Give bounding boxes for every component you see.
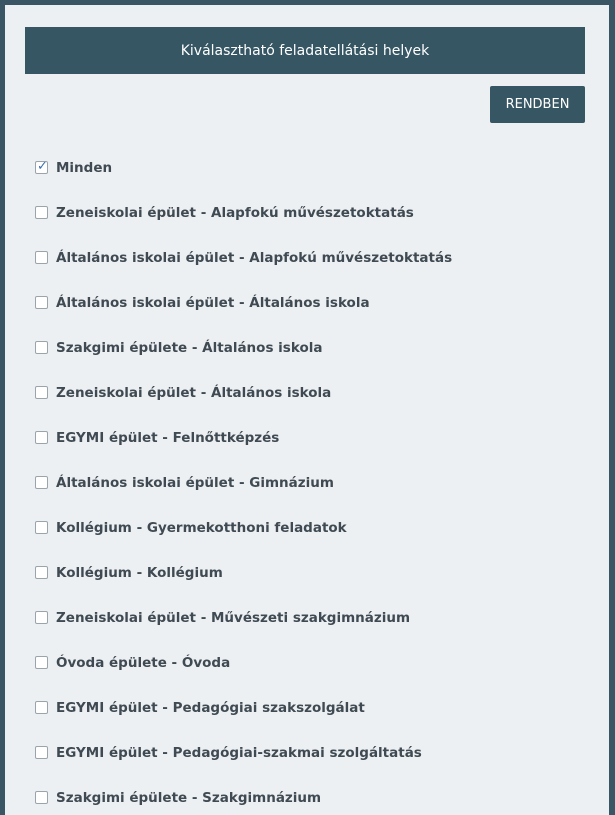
option-item[interactable] xyxy=(35,370,595,415)
option-list xyxy=(35,145,595,815)
option-item-all[interactable] xyxy=(35,145,595,190)
option-item[interactable] xyxy=(35,685,595,730)
option-label: Általános iskolai épület - Gimnázium xyxy=(56,474,334,491)
option-item[interactable] xyxy=(35,235,595,280)
option-item[interactable] xyxy=(35,505,595,550)
ok-button[interactable]: RENDBEN xyxy=(490,86,585,123)
dialog-panel xyxy=(5,5,609,815)
option-checkbox[interactable] xyxy=(35,566,48,579)
option-item[interactable] xyxy=(35,730,595,775)
option-checkbox[interactable] xyxy=(35,431,48,444)
option-label: Kollégium - Kollégium xyxy=(56,564,223,581)
option-checkbox[interactable] xyxy=(35,656,48,669)
option-item[interactable] xyxy=(35,775,595,815)
option-item[interactable] xyxy=(35,415,595,460)
option-label: EGYMI épület - Pedagógiai-szakmai szolgáltatás xyxy=(56,744,422,761)
option-label: Általános iskolai épület - Általános iskola xyxy=(56,294,370,311)
option-item[interactable] xyxy=(35,190,595,235)
option-checkbox[interactable] xyxy=(35,521,48,534)
option-checkbox[interactable] xyxy=(35,386,48,399)
dialog-header xyxy=(25,27,585,74)
option-checkbox[interactable] xyxy=(35,701,48,714)
option-item[interactable] xyxy=(35,595,595,640)
option-label: Óvoda épülete - Óvoda xyxy=(56,654,231,671)
option-checkbox[interactable] xyxy=(35,476,48,489)
option-checkbox[interactable] xyxy=(35,611,48,624)
option-checkbox[interactable] xyxy=(35,161,48,174)
option-item[interactable] xyxy=(35,550,595,595)
option-label: Kollégium - Gyermekotthoni feladatok xyxy=(56,519,347,536)
dialog-title: Kiválasztható feladatellátási helyek xyxy=(180,42,430,59)
option-label: Minden xyxy=(56,159,113,176)
option-checkbox[interactable] xyxy=(35,296,48,309)
option-checkbox[interactable] xyxy=(35,251,48,264)
option-checkbox[interactable] xyxy=(35,746,48,759)
option-checkbox[interactable] xyxy=(35,341,48,354)
option-label: EGYMI épület - Felnőttképzés xyxy=(56,429,280,446)
option-item[interactable] xyxy=(35,460,595,505)
option-item[interactable] xyxy=(35,325,595,370)
option-label: Szakgimi épülete - Szakgimnázium xyxy=(56,789,322,806)
option-label: Általános iskolai épület - Alapfokú művészetoktatás xyxy=(56,249,453,266)
option-label: EGYMI épület - Pedagógiai szakszolgálat xyxy=(56,699,365,716)
option-label: Zeneiskolai épület - Alapfokú művészetoktatás xyxy=(56,204,414,221)
option-item[interactable] xyxy=(35,640,595,685)
option-item[interactable] xyxy=(35,280,595,325)
option-label: Szakgimi épülete - Általános iskola xyxy=(56,339,323,356)
check-icon: ✓ xyxy=(37,159,48,174)
option-label: Zeneiskolai épület - Általános iskola xyxy=(56,384,332,401)
option-checkbox[interactable] xyxy=(35,206,48,219)
option-label: Zeneiskolai épület - Művészeti szakgimnázium xyxy=(56,609,411,626)
